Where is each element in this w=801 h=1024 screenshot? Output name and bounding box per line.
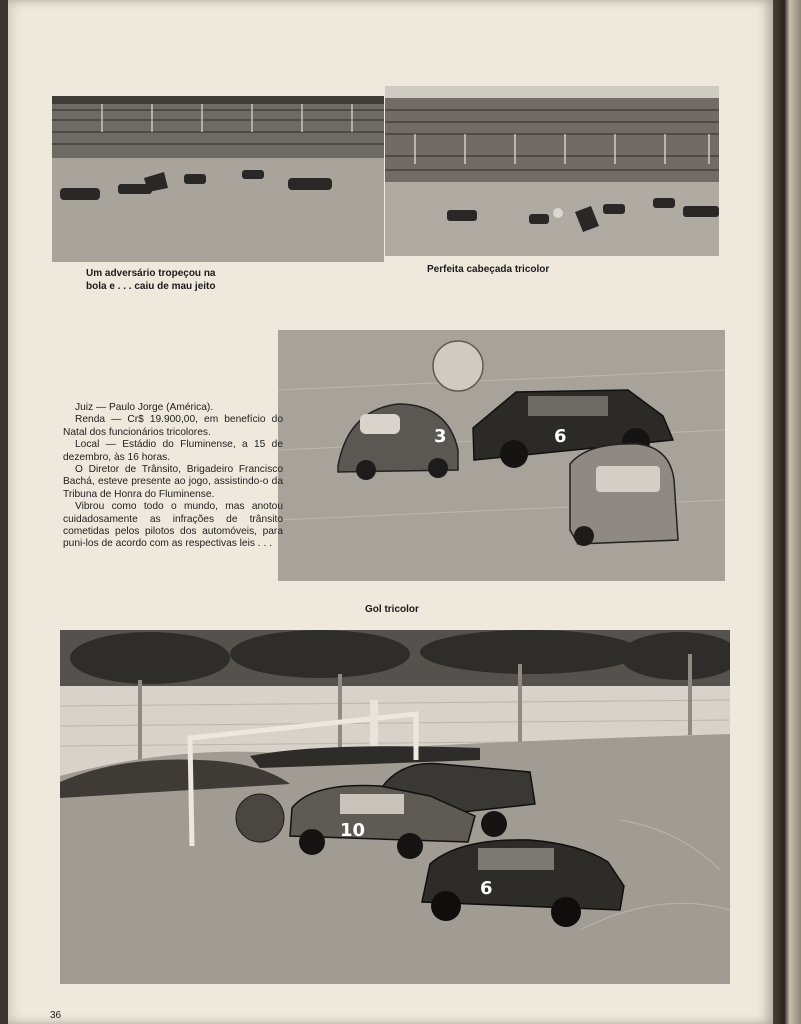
caption-top-left — [86, 267, 215, 293]
photo-goal-scene — [60, 630, 730, 984]
binding-edge — [773, 0, 801, 1024]
article-paragraph: O Diretor de Trânsito, Brigadeiro Francisco Bachá, esteve presente ao jogo, assistindo-o da Tribuna de Honra do Fluminense. — [63, 464, 283, 500]
caption-top-left-line-2: bola e . . . caiu de mau jeito — [86, 281, 216, 292]
photo-stadium-car-flipped — [52, 96, 384, 262]
caption-middle: Gol tricolor — [365, 604, 419, 615]
page-number: 36 — [50, 1010, 62, 1021]
article-text — [63, 402, 283, 551]
magazine-page — [8, 0, 773, 1024]
car-number-beetle: 3 — [434, 426, 447, 447]
article-paragraph: Renda — Cr$ 19.900,00, em benefício do Natal dos funcionários tricolores. — [63, 414, 283, 438]
article-paragraph: Local — Estádio do Fluminense, a 15 de dezembro, às 16 horas. — [63, 439, 283, 463]
photo-stadium-header — [385, 86, 719, 256]
photo-cars-header-ball — [278, 330, 725, 581]
article-paragraph: Juiz — Paulo Jorge (América). — [75, 402, 214, 413]
car-number-rear: 6 — [480, 878, 493, 899]
caption-top-right: Perfeita cabeçada tricolor — [427, 264, 550, 275]
article-paragraph: Vibrou como todo o mundo, mas anotou cuidadosamente as infrações de trânsito cometidas pelos pilotos dos automóveis, para puni-los de acordo com as respectivas leis . . . — [63, 501, 283, 550]
caption-top-left-line-1: Um adversário tropeçou na — [86, 268, 216, 279]
car-number-sedan: 6 — [554, 426, 567, 447]
car-number-front: 10 — [340, 820, 366, 841]
